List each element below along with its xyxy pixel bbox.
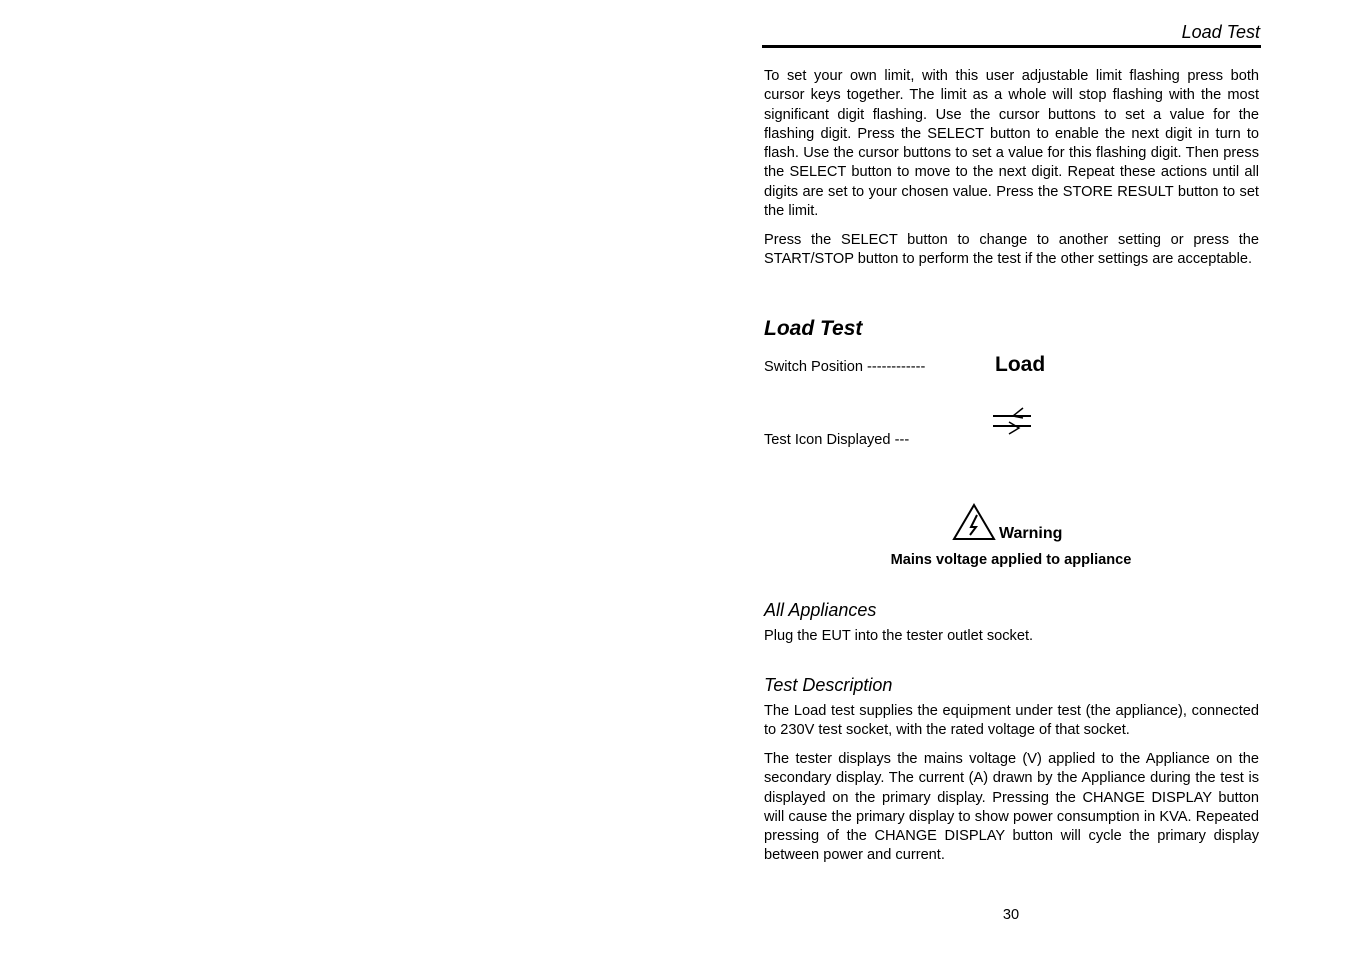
header-rule: [762, 45, 1261, 48]
high-voltage-warning-icon: [952, 503, 996, 541]
section-title: Load Test: [764, 317, 863, 340]
test-description-paragraph-1: The Load test supplies the equipment under test (the appliance), connected to 230V test socket, with the rated voltage of that socket.: [764, 703, 1259, 739]
switch-position-value: Load: [995, 353, 1046, 376]
manual-page: [762, 0, 1260, 954]
all-appliances-title: All Appliances: [764, 600, 877, 620]
page-number: 30: [1002, 907, 1020, 923]
select-instructions-paragraph: Press the SELECT button to change to another setting or press the START/STOP button to perform the test if the other settings are acceptable.: [764, 232, 1259, 268]
warning-text: Mains voltage applied to appliance: [890, 552, 1132, 568]
warning-label: Warning: [999, 525, 1063, 542]
limit-instructions-paragraph: To set your own limit, with this user adjustable limit flashing press both cursor keys together. The limit as a whole will stop flashing with the most significant digit flashing. Use the cursor buttons to set a value for the flashing digit. Press the SELECT button to enable the next digit in turn to flash. Use the cursor buttons to set a value for this flashing digit. Then press the SELECT button to move to the next digit. Repeat these actions until all digits are set to your chosen value. Press the STORE RESULT button to set the limit.: [764, 68, 1259, 220]
all-appliances-text: Plug the EUT into the tester outlet socket.: [764, 628, 1034, 644]
load-test-icon: [983, 404, 1033, 438]
test-description-title: Test Description: [764, 675, 893, 695]
test-description-paragraph-2: The tester displays the mains voltage (V) applied to the Appliance on the secondary display. The current (A) drawn by the Appliance during the test is displayed on the primary display. Pressing the CHANGE DISPLAY button will cause the primary display to show power consumption in KVA. Repeated pressing of the CHANGE DISPLAY button will cycle the primary display between power and current.: [764, 751, 1259, 864]
running-header: Load Test: [1181, 22, 1260, 42]
test-icon-label: Test Icon Displayed ---: [764, 432, 910, 448]
switch-position-label: Switch Position ------------: [764, 359, 926, 375]
